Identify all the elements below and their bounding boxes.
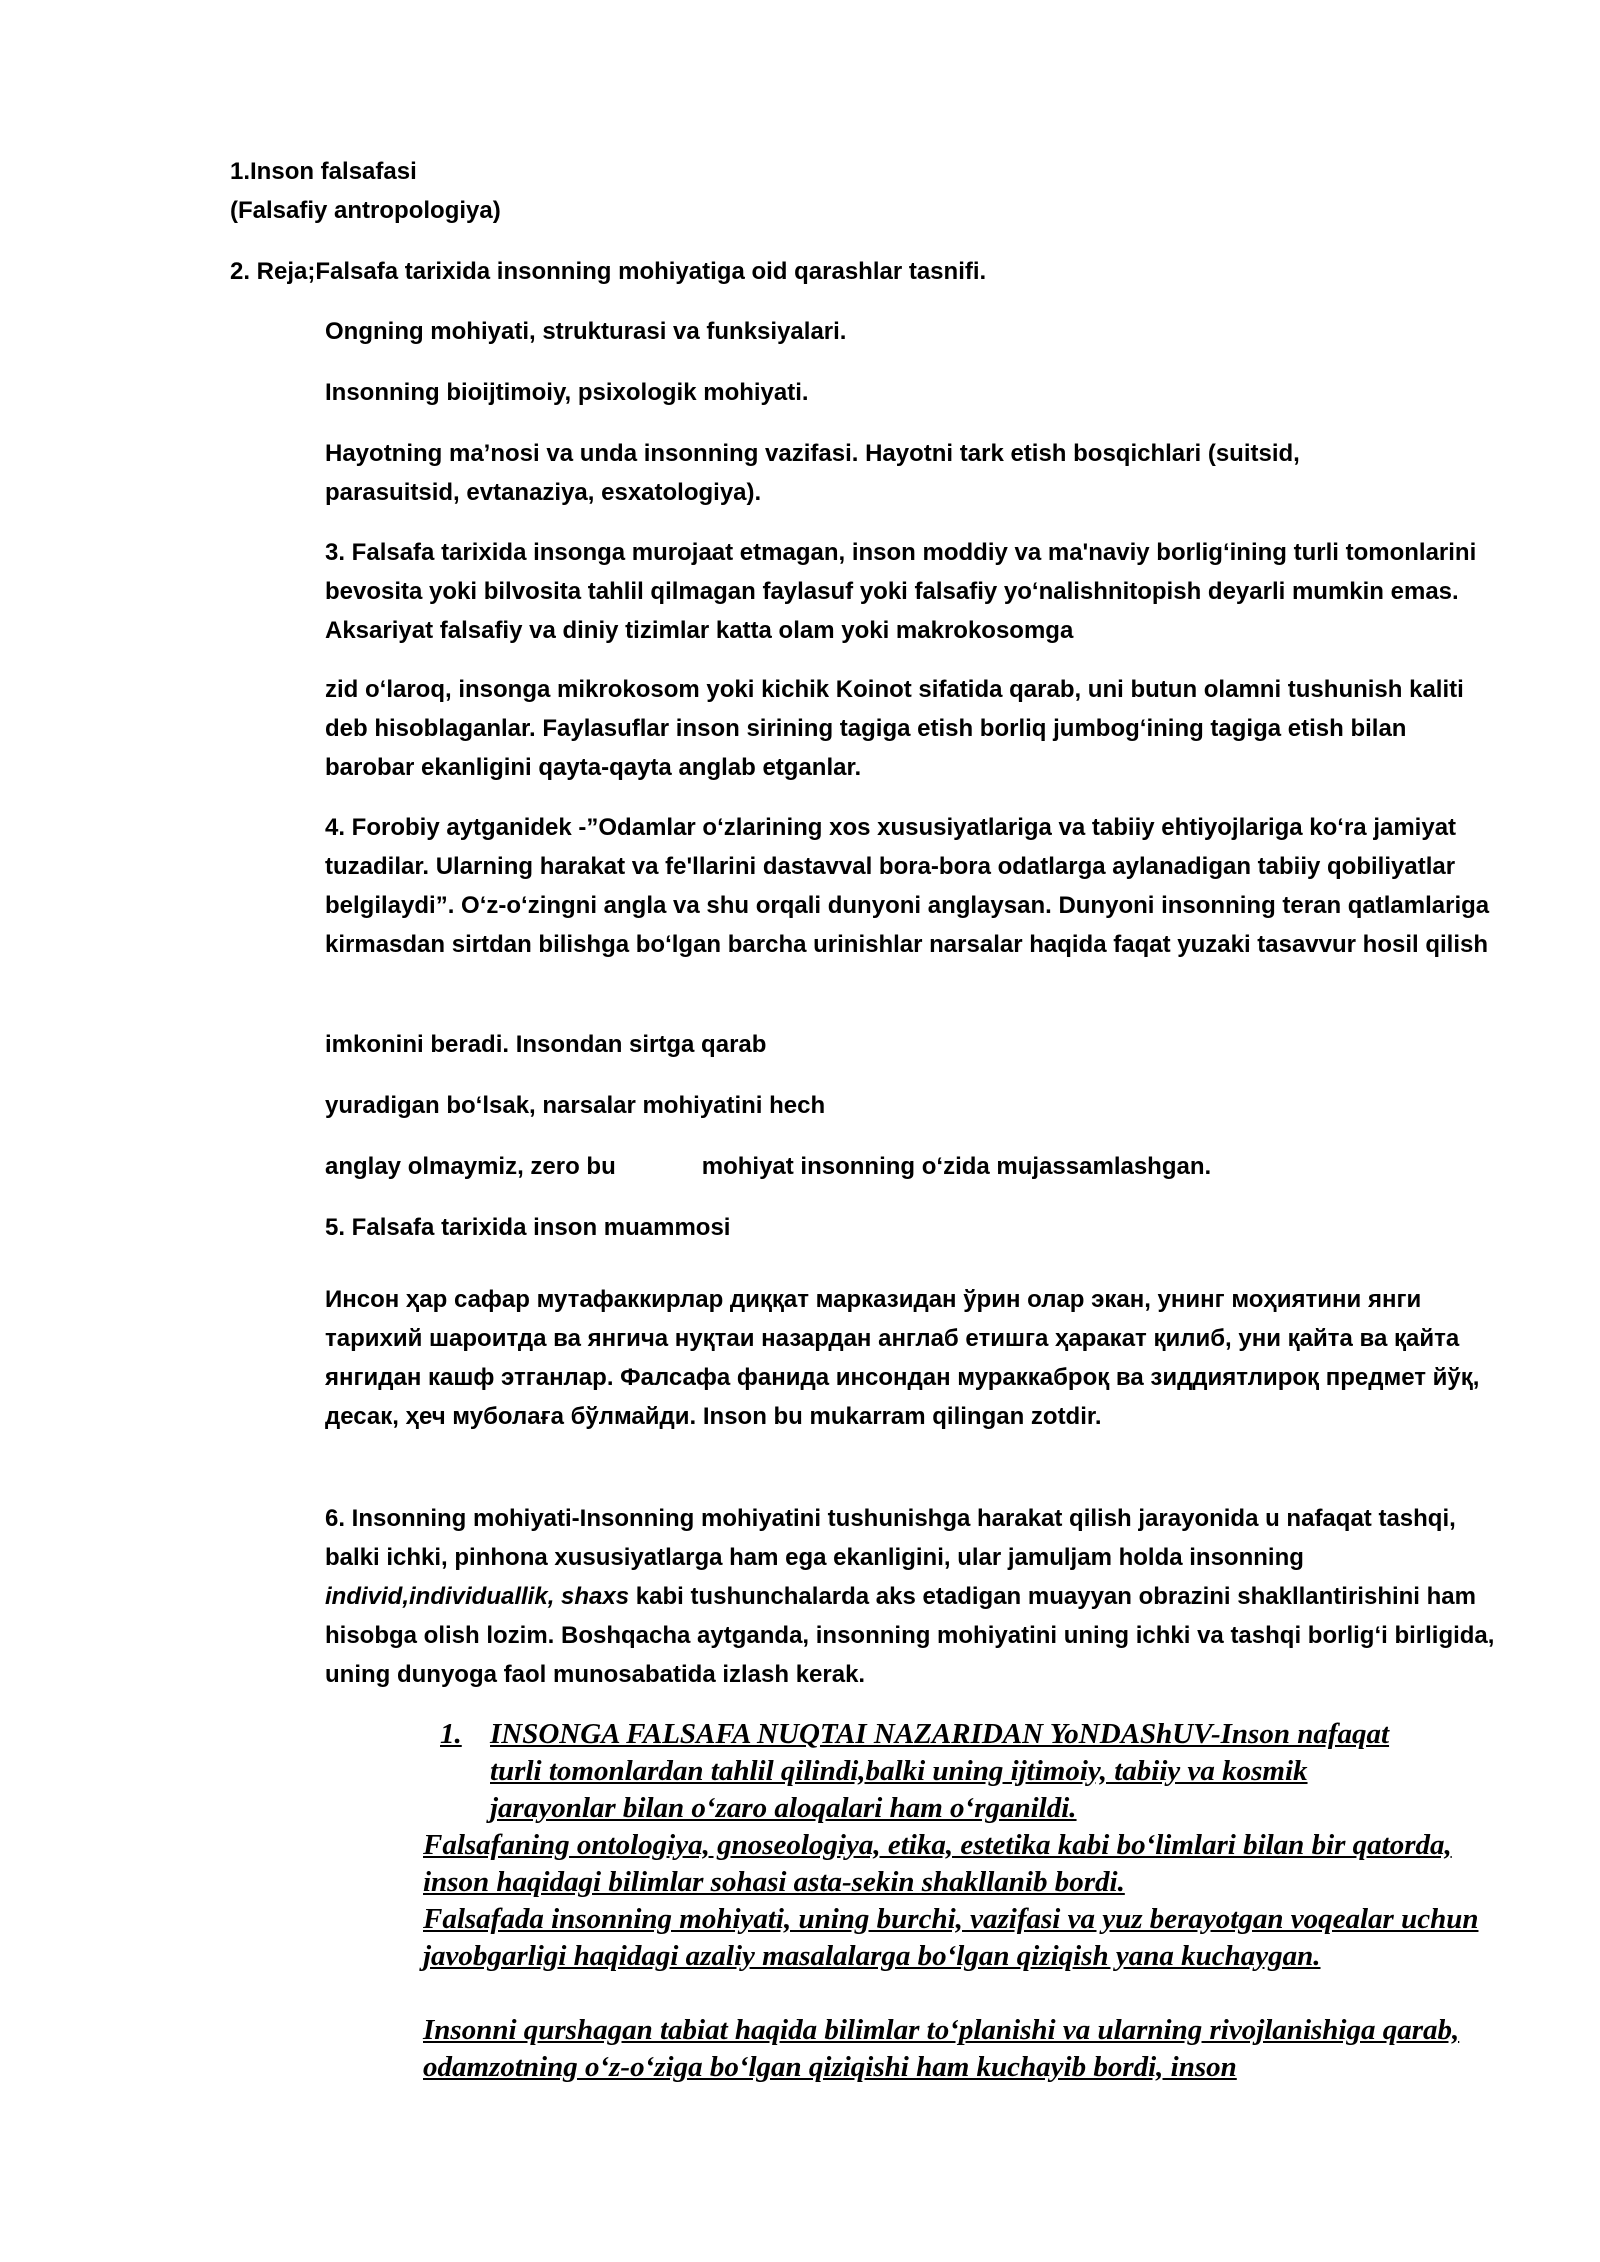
paragraph-4c: yuradigan bo‘lsak, narsalar mohiyatini hech [325,1092,826,1119]
serif-paragraph: Falsafada insonning mohiyati, uning burchi, vazifasi va yuz berayotgan voqealar uchun javobgarligi haqidagi azaliy masalalarga bo‘lgan qiziqish yana kuchaygan. [423,1903,1479,1972]
serif-paragraph: Falsafaning ontologiya, gnoseologiya, etika, estetika kabi bo‘limlari bilan bir qatorda, inson haqidagi bilimlar sohasi asta-sekin shakllanib bordi. [423,1829,1452,1898]
plan-item: Hayotning ma’nosi va unda insonning vazifasi. Hayotni tark etish bosqichlari (suitsid, parasuitsid, evtanaziya, esxatologiya). [325,440,1300,506]
serif-paragraph: Insonni qurshagan tabiat haqida bilimlar to‘planishi va ularning rivojlanishiga qarab, odamzotning o‘z-o‘ziga bo‘lgan qiziqishi ham kuchayib bordi, inson [423,2014,1460,2083]
section-5-heading: 5. Falsafa tarixida inson muammosi [325,1214,731,1241]
section-6-text-start: 6. Insonning mohiyati-Insonning mohiyatini tushunishga harakat qilish jarayonida u nafaqat tashqi, balki ichki, pinhona xususiyatlarga ham ega ekanligini, ular jamuljam holda insonning [325,1505,1456,1571]
section-6-paragraph [325,1499,1500,1694]
paragraph-4b: imkonini beradi. Insondan sirtga qarab [325,1031,767,1058]
plan-item: Ongning mohiyati, strukturasi va funksiyalari. [325,318,847,345]
document-subtitle: (Falsafiy antropologiya) [230,197,501,224]
paragraph-4d-right: mohiyat insonning o‘zida mujassamlashgan. [701,1153,1212,1180]
section-6-italic-terms: individ,individuallik, shaxs [325,1583,630,1610]
section-5-body: Инсон ҳар сафар мутафаккирлар диққат марказидан ўрин олар экан, унинг моҳиятини янги тарихий шароитда ва янгича нуқтаи назардан англаб етишга ҳаракат қилиб, уни қайта ва қайта янгидан кашф этганлар. Фалсафа фанида инсондан мураккаброқ ва зиддиятлироқ предмет йўқ, десак, ҳеч муболаға бўлмайди. Inson bu mukarram qilingan zotdir. [325,1286,1480,1430]
plan-heading: 2. Reja;Falsafa tarixida insonning mohiyatiga oid qarashlar tasnifi. [230,258,987,285]
paragraph-4d-left: anglay olmaymiz, zero bu [325,1153,616,1180]
document-title: 1.Inson falsafasi [230,158,417,185]
list-item: INSONGA FALSAFA NUQTAI NAZARIDAN YoNDAShUV-Inson nafaqat turli tomonlardan tahlil qilindi,balki uning ijtimoiy, tabiiy va kosmik jarayonlar bilan o‘zaro aloqalari ham o‘rganildi. [490,1718,1390,1824]
paragraph-4d [325,1147,1500,1186]
paragraph-3a: 3. Falsafa tarixida insonga murojaat etmagan, inson moddiy va ma'naviy borlig‘ining turli tomonlarini bevosita yoki bilvosita tahlil qilmagan faylasuf yoki falsafiy yo‘nalishnitopish deyarli mumkin emas. Aksariyat falsafiy va diniy tizimlar katta olam yoki makrokosomga [325,539,1477,644]
paragraph-4a: 4. Forobiy aytganidek -”Odamlar o‘zlarining xos xususiyatlariga va tabiiy ehtiyojlariga ko‘ra jamiyat tuzadilar. Ularning harakat va fe'llarini dastavval bora-bora odatlarga aylanadigan tabiiy qobiliyatlar belgilaydi”. O‘z-o‘zingni angla va shu orqali dunyoni anglaysan. Dunyoni insonning teran qatlamlariga kirmasdan sirtdan bilishga bo‘lgan barcha urinishlar narsalar haqida faqat yuzaki tasavvur hosil qilish [325,814,1490,958]
list-number: 1. [440,1718,462,1750]
paragraph-3b: zid o‘laroq, insonga mikrokosom yoki kichik Koinot sifatida qarab, uni butun olamni tushunish kaliti deb hisoblaganlar. Faylasuflar inson sirining tagiga etish borliq jumbog‘ining tagiga etish bilan barobar ekanligini qayta-qayta anglab etganlar. [325,676,1464,781]
plan-item: Insonning bioijtimoiy, psixologik mohiyati. [325,379,809,406]
section-6-text-end: kabi tushunchalarda aks etadigan muayyan obrazini shakllantirishini ham hisobga olish lozim. Boshqacha aytganda, insonning mohiyatini uning ichki va tashqi borlig‘i birligida, uning dunyoga faol munosabatida izlash kerak. [325,1583,1495,1688]
